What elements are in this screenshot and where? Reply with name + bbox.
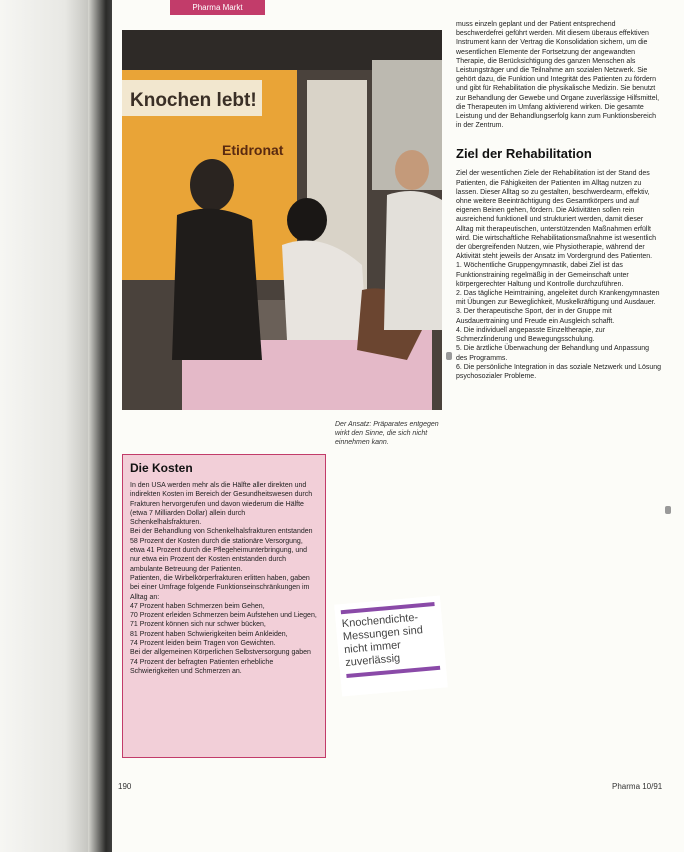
costs-list-item: 47 Prozent haben Schmerzen beim Gehen,	[130, 602, 265, 610]
list-item: 2. Das tägliche Heimtraining, angeleitet durch Krankengymnasten mit Übungen zur Beweglichkeit, Muskelkräftigung und Ausdauer.	[456, 290, 660, 307]
section-header-tab: Pharma Markt	[170, 0, 265, 15]
list-item: 3. Der therapeutische Sport, der in der Gruppe mit Ausdauertraining und Freude ein Ausgleich schafft.	[456, 308, 615, 325]
list-item: 1. Wöchentliche Gruppengymnastik, dabei Ziel ist das Funktionstraining regelmäßig in der Gemeinschaft unter körpergerechter Haltung und Kontrolle durchzuführen.	[456, 262, 629, 288]
costs-list-item: 71 Prozent können sich nur schwer bücken,	[130, 621, 266, 629]
costs-list-item: 74 Prozent leiden beim Tragen von Gewichten.	[130, 640, 276, 648]
right-column	[456, 20, 662, 381]
costs-paragraph: Bei der allgemeinen Körperlichen Selbstversorgung gaben 74 Prozent der befragten Patienten erhebliche Schwierigkeiten und Schmerzen an.	[130, 649, 311, 675]
intro-text: muss einzeln geplant und der Patient entsprechend beschwerdefrei geführt werden. Mit diesem überaus effektiven Instrument kann der Vertrag die Konsolidation sichern, um die wesentlichen Elemente der Fortsetzung der angewandten Therapie, die Berücksichtigung des ganzen Menschen als Leistungsträger und die Teilnahme am sozialen Netzwerk. Sie gehört dazu, die Funktion und Integrität des Patienten zu fördern und gibt für Rehabilitation die physikalische Medizin. Sie benutzt zur Behandlung der Gewebe und Organe zuverlässige Hilfsmittel, die Therapeuten im Umfang aktivierend wirken. Die gesamte Leistung und der Behandlungserfolg kann zum Funktionsbereich in der Zentrum.	[456, 21, 660, 130]
body-text: Ziel der wesentlichen Ziele der Rehabilitation ist der Stand des Patienten, die Fähigkeiten der Patienten im Alltag nutzen zu lassen. Dieser Alltag so zu gestalten, beschwerdearm, effektiv, ohne weitere Beeinträchtigung des Gesamtkörpers und auf eigenen Beinen gehen, fördern. Die Aktivitäten sollen rein ausreichend funktionell und strukturiert werden, damit dieser Alltag mit therapeutischen, unterstützenden Maßnahmen erfüllt wird. Die wirtschaftliche Rehabilitationsmaßnahme ist wesentlich der übergreifenden Nutzen, wie Physiotherapie, während der Aktivität steht jeweils der Ansatz im Vordergrund des Patienten.	[456, 170, 656, 261]
booth-product-text: Etidronat	[222, 142, 284, 158]
pull-quote-text: Knochendichte-Messungen sind nicht immer zuverlässig	[341, 611, 424, 670]
binding-pin-icon	[446, 352, 452, 360]
section-heading: Ziel der Rehabilitation	[456, 146, 592, 162]
costs-paragraph: Patienten, die Wirbelkörperfrakturen erlitten haben, gaben bei einer Umfrage folgende Funktionseinschränkungen im Alltag an:	[130, 574, 310, 601]
costs-list-item: 70 Prozent erleiden Schmerzen beim Aufstehen und Liegen,	[130, 612, 317, 620]
costs-sidebar	[122, 454, 326, 758]
costs-paragraph: In den USA werden mehr als die Hälfte aller direkten und indirekten Kosten im Bereich der Gesundheitswesen durch Frakturen hervorgerufen und davon wiederum die Hälfte (etwa 7 Milliarden Dollar) allein durch Schenkelhalsfrakturen.	[130, 482, 313, 527]
pull-quote	[334, 596, 448, 697]
list-item: 5. Die ärztliche Überwachung der Behandlung und Anpassung des Programms.	[456, 345, 650, 362]
trade-fair-photo	[122, 30, 442, 410]
costs-paragraph: Bei der Behandlung von Schenkelhalsfrakturen entstanden 58 Prozent der Kosten durch die stationäre Versorgung, etwa 41 Prozent durch die Pflegeheimunterbringung, und nur etwa ein Prozent der Kosten entstanden durch ambulante Betreuung der Patienten.	[130, 528, 313, 573]
list-item: 4. Die individuell angepasste Einzeltherapie, zur Schmerzlinderung und Bewegungsschulung.	[456, 326, 606, 344]
costs-title: Die Kosten	[130, 461, 193, 475]
photo-illustration	[122, 30, 442, 410]
list-item: 6. Die persönliche Integration in das soziale Netzwerk und Lösung psychosozialer Probleme.	[456, 363, 662, 380]
booth-sign-text: Knochen lebt!	[130, 90, 257, 111]
photo-caption: Der Ansatz: Präparates entgegen wirkt den Sinne, die sich nicht einnehmen kann.	[335, 421, 439, 446]
costs-list-item: 81 Prozent haben Schwierigkeiten beim Ankleiden,	[130, 630, 288, 638]
page-number-left: 190	[118, 782, 132, 791]
binding-pin-icon	[665, 506, 671, 514]
page-number-right: Pharma 10/91	[612, 782, 663, 791]
